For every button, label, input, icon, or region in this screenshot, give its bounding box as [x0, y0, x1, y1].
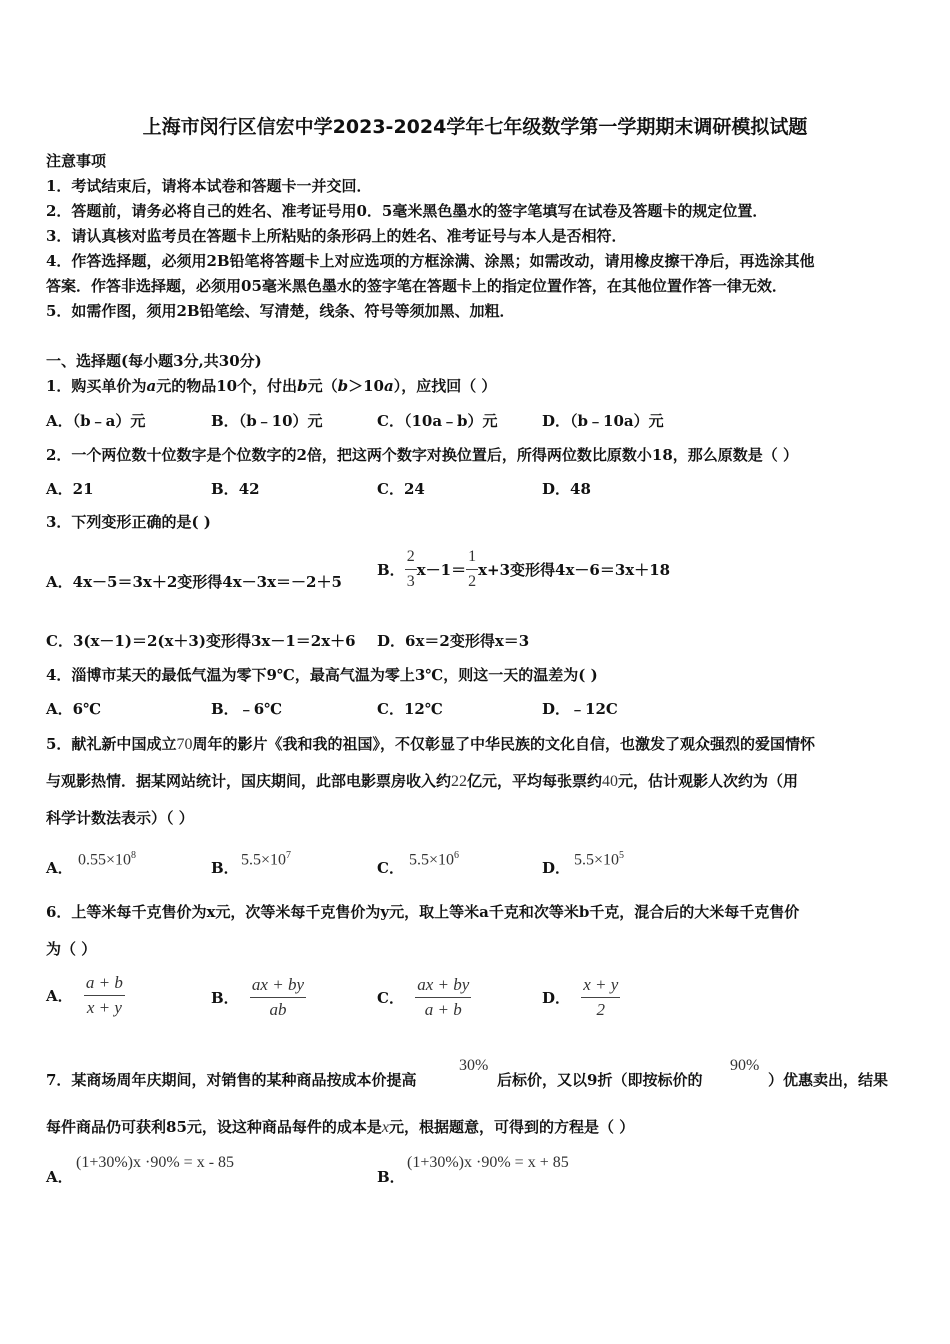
option-c: C． $\frac{ax + by}{a + b}$	[377, 975, 470, 1019]
question-5-line-1: 5．献礼新中国成立70周年的影片《我和我的祖国》，不仅彰显了中华民族的文化自信，也激发了观众强烈的爱国情怀	[46, 735, 815, 753]
option-b: B． $\frac{ax + by}{ab}$	[211, 975, 304, 1019]
option-c: C．12℃	[377, 700, 443, 718]
question-3: 3．下列变形正确的是( )	[46, 513, 211, 531]
option-a: A．21	[46, 480, 94, 498]
page-title: 上海市闵行区信宏中学2023-2024学年七年级数学第一学期期末调研模拟试题	[142, 116, 808, 138]
option-b: B． $\frac{2}{3}$ x－1＝ $\frac{1}{2}$ x+3变形得4x－6＝3x＋18	[377, 546, 670, 593]
option-d: D．﹣12C	[542, 700, 618, 718]
option-d: D． $\frac{x + y}{2}$	[542, 975, 619, 1019]
notice-item: 答案．作答非选择题，必须用05毫米黑色墨水的签字笔在答题卡上的指定位置作答，在其他位置作答一律无效．	[46, 277, 787, 295]
option-a: A．4x－5＝3x＋2变形得4x－3x＝－2＋5	[46, 573, 342, 591]
question-5-line-3: 科学计数法表示）（ ）	[46, 809, 194, 827]
option-a: A． $\frac{a + b}{x + y}$	[46, 973, 123, 1017]
notice-item: 3．请认真核对监考员在答题卡上所粘贴的条形码上的姓名、准考证号与本人是否相符．	[46, 227, 627, 245]
option-a: A．（b﹣a）元	[46, 412, 146, 430]
option-c: C．3(x－1)＝2(x＋3)变形得3x－1＝2x＋6	[46, 632, 356, 650]
question-2: 2．一个两位数十位数字是个位数字的2倍，把这两个数字对换位置后，所得两位数比原数小18，那么原数是（ ）	[46, 446, 798, 464]
option-d: D．48	[542, 480, 591, 498]
question-1: 1．购买单价为a元的物品10个，付出b元（b＞10a），应找回（ ）	[46, 377, 497, 395]
question-7-line-2: 每件商品仍可获利85元，设这种商品每件的成本是x元，根据题意，可得到的方程是（ ）	[46, 1118, 635, 1136]
fraction: $\frac{1}{2}$	[468, 548, 477, 590]
option-a: A．6℃	[46, 700, 102, 718]
option-b: B．（b﹣10）元	[211, 412, 323, 430]
notice-item: 4．作答选择题，必须用2B铅笔将答题卡上对应选项的方框涂满、涂黑；如需改动，请用橡皮擦干净后，再选涂其他	[46, 252, 815, 270]
option-d: D．（b﹣10a）元	[542, 412, 664, 430]
option-b: B．42	[211, 480, 260, 498]
question-5-line-2: 与观影热情．据某网站统计，国庆期间，此部电影票房收入约22亿元，平均每张票约40元，估计观影人次约为（用	[46, 772, 799, 790]
notice-heading: 注意事项	[46, 152, 107, 170]
fraction: $\frac{2}{3}$	[406, 548, 415, 590]
exam-page: 上海市闵行区信宏中学2023-2024学年七年级数学第一学期期末调研模拟试题 注意事项 1．考试结束后，请将本试卷和答题卡一并交回． 2．答题前，请务必将自己的姓名、准考证号用0．5毫米黑色墨水的签字笔填写在试卷及答题卡的规定位置． 3．请认真核对监考员在答题卡上所粘贴的条形码上的姓名、准考证号与本人是否相符． 4．作答选择题，必须用2B铅笔将答题卡上对应选项的方框涂满、涂黑；如需改动，请用橡皮擦干净后，再选涂其他 答案．作答非选择题，必须用05毫米黑色墨水的签字笔在答题卡上的指定位置作答，在其他位置作答一律无效． 5．如需作图，须用2B铅笔绘、写清楚，线条、符号等须加黑、加粗． 一、选择题(每小题3分,共30分) 1．购买单价为a元的物品10个，付出b元（b＞10a），应找回（ ） A．（b﹣a）元 B．（b﹣10）元 C．（10a﹣b）元 D．（b﹣10a）元 2．一个两位数十位数字是个位数字的2倍，把这两个数字对换位置后，所得两位数比原数小18，那么原数是（ ） A．21 B．42 C．24 D．48 3．下列变形正确的是( ) A．4x－5＝3x＋2变形得4x－3x＝－2＋5 B． $\frac{2}{3}$ x－1＝ $\frac{1}{2}$ x+3变形得4x－6＝3x＋18 C．3(x－1)＝2(x＋3)变形得3x－1＝2x＋6 D．6x＝2变形得x＝3 4．淄博市某天的最低气温为零下9℃，最高气温为零上3℃，则这一天的温差为( ) A．6℃ B．﹣6℃ C．12℃ D．﹣12C 5．献礼新中国成立70周年的影片《我和我的祖国》，不仅彰显了中华民族的文化自信，也激发了观众强烈的爱国情怀 与观影热情．据某网站统计，国庆期间，此部电影票房收入约22亿元，平均每张票约40元，估计观影人次约为（用 科学计数法表示）（ ） A． $0.55\times 10^8$ B． $5.5\times 10^7$ C． $5.5\times 10^6$ D． $5.5\times 10^5$ 6．上等米每千克售价为x元，次等米每千克售价为y元，取上等米a千克和次等米b千克，混合后的大米每千克售价 为（ ） A． $\frac{a + b}{x + y}$ B． $\frac{ax + by}{ab}$ C． $\frac{ax + by}{a + b}$ D． $\frac{x + y}{2}$ 7．某商场周年庆期间，对销售的某种商品按成本价提高 30% 后标价，又以9折（即按标价的 90% ）优惠卖出，结果 每件商品仍可获利85元，设这种商品每件的成本是x元，根据题意，可得到的方程是（ ） A． (1+30%)x ·90% = x - 85 B． (1+30%)x ·90% = x + 85	[0, 0, 950, 1344]
notice-item: 2．答题前，请务必将自己的姓名、准考证号用0．5毫米黑色墨水的签字笔填写在试卷及答题卡的规定位置．	[46, 202, 768, 220]
notice-item: 5．如需作图，须用2B铅笔绘、写清楚，线条、符号等须加黑、加粗．	[46, 302, 515, 320]
section-heading: 一、选择题(每小题3分,共30分)	[46, 352, 262, 370]
option-b: B．﹣6℃	[211, 700, 283, 718]
option-d: D．6x＝2变形得x＝3	[377, 632, 530, 650]
question-6-line-2: 为（ ）	[46, 940, 97, 958]
question-6-line-1: 6．上等米每千克售价为x元，次等米每千克售价为y元，取上等米a千克和次等米b千克，混合后的大米每千克售价	[46, 903, 800, 921]
option-c: C．24	[377, 480, 425, 498]
question-4: 4．淄博市某天的最低气温为零下9℃，最高气温为零上3℃，则这一天的温差为( )	[46, 666, 598, 684]
option-c: C．（10a﹣b）元	[377, 412, 498, 430]
notice-item: 1．考试结束后，请将本试卷和答题卡一并交回．	[46, 177, 372, 195]
